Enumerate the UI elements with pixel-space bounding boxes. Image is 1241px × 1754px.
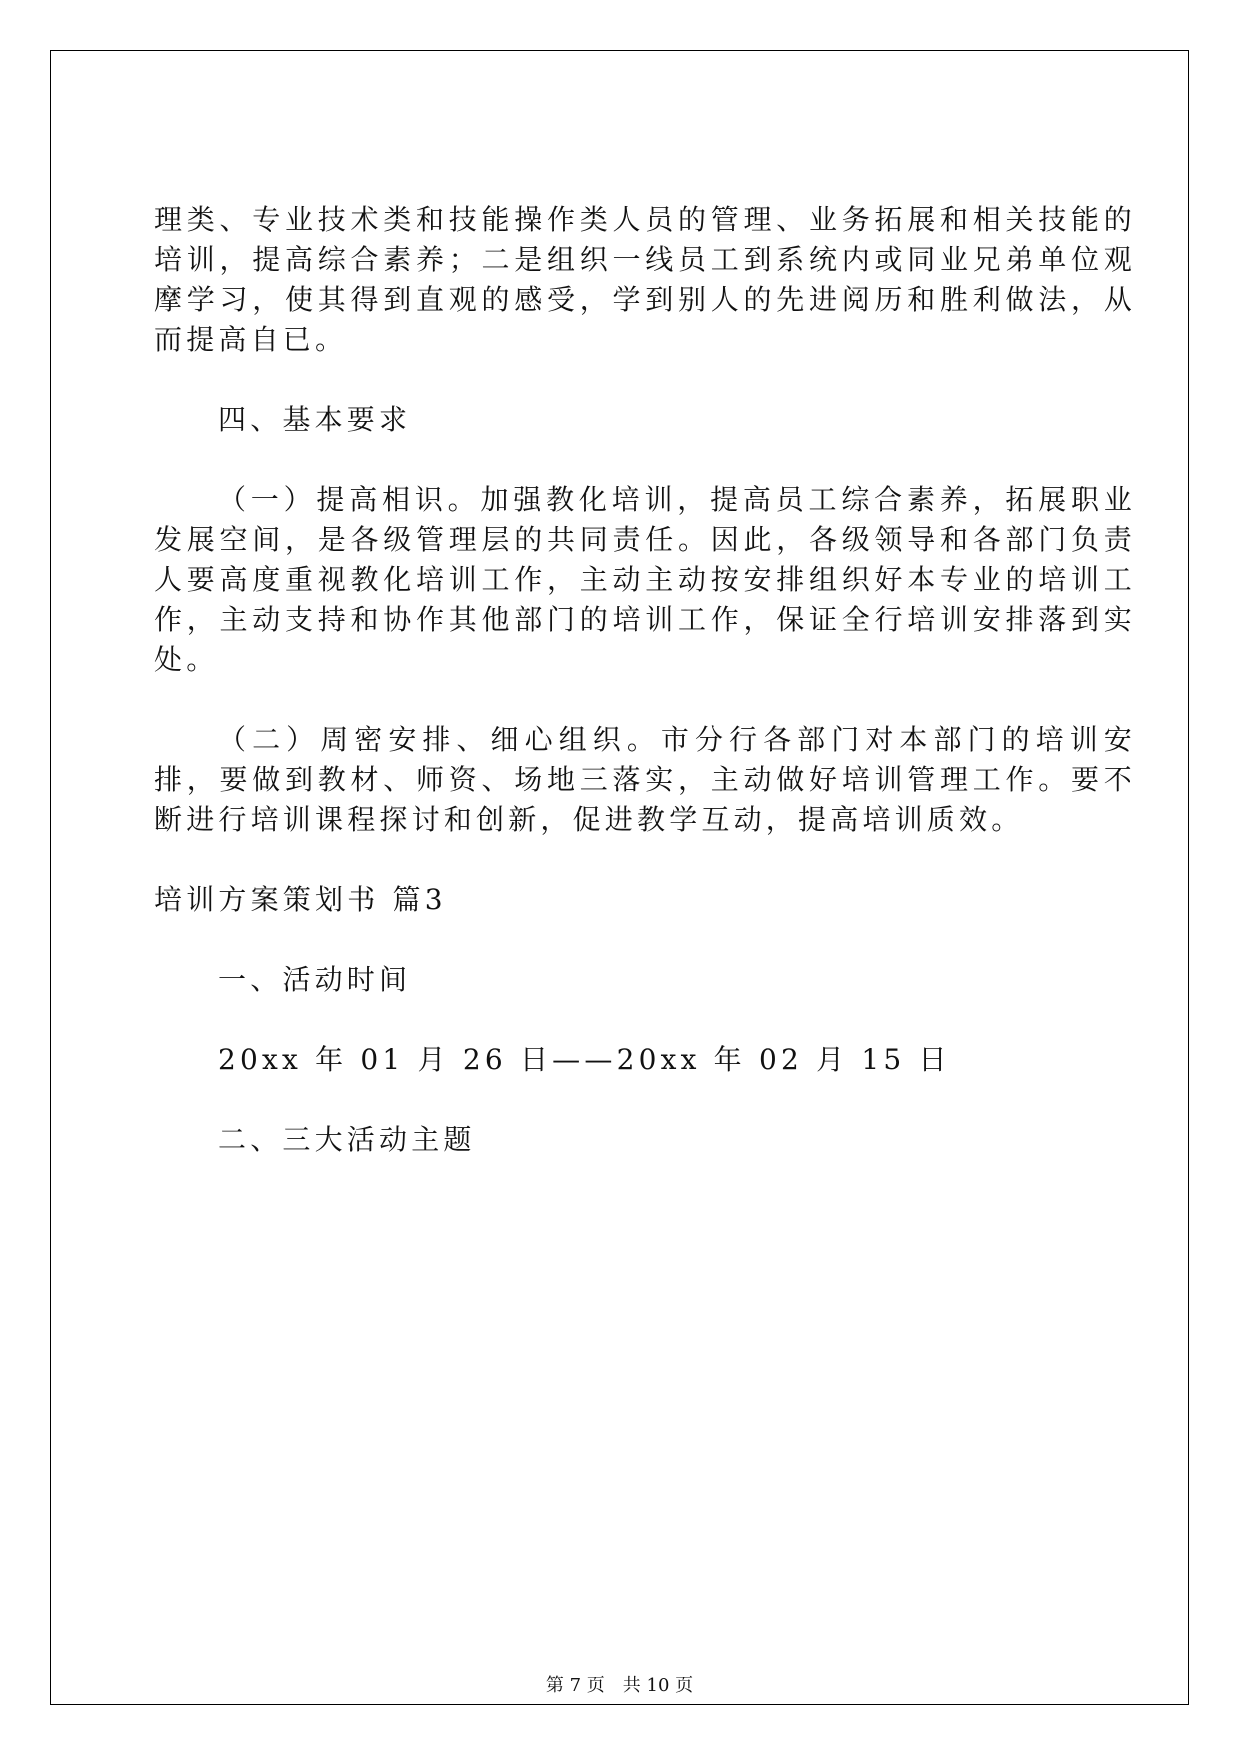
section-heading-basic-requirements: 四、基本要求 bbox=[218, 403, 412, 436]
document-page bbox=[50, 50, 1189, 1705]
document-title-part3: 培训方案策划书 篇3 bbox=[154, 883, 447, 916]
section-heading-three-themes: 二、三大活动主题 bbox=[218, 1123, 476, 1156]
document-body bbox=[154, 200, 1136, 1200]
page-number: 第 7 页 bbox=[545, 1675, 605, 1696]
paragraph-training-content: 理类、专业技术类和技能操作类人员的管理、业务拓展和相关技能的培训，提高综合素养；二是组织一线员工到系统内或同业兄弟单位观摩学习，使其得到直观的感受，学到别人的先进阅历和胜利做法，从而提高自已。 bbox=[154, 203, 1136, 356]
section-heading-activity-time: 一、活动时间 bbox=[218, 963, 412, 996]
paragraph-raise-awareness: （一）提高相识。加强教化培训，提高员工综合素养，拓展职业发展空间，是各级管理层的共同责任。因此，各级领导和各部门负责人要高度重视教化培训工作，主动主动按安排组织好本专业的培训工作，主动支持和协作其他部门的培训工作，保证全行培训安排落到实处。 bbox=[154, 483, 1136, 676]
page-total: 共 10 页 bbox=[622, 1675, 694, 1696]
page-footer bbox=[51, 1671, 1188, 1697]
activity-date-range: 20xx 年 01 月 26 日——20xx 年 02 月 15 日 bbox=[218, 1043, 951, 1076]
paragraph-careful-arrangement: （二）周密安排、细心组织。市分行各部门对本部门的培训安排，要做到教材、师资、场地三落实，主动做好培训管理工作。要不断进行培训课程探讨和创新，促进教学互动，提高培训质效。 bbox=[154, 723, 1136, 836]
